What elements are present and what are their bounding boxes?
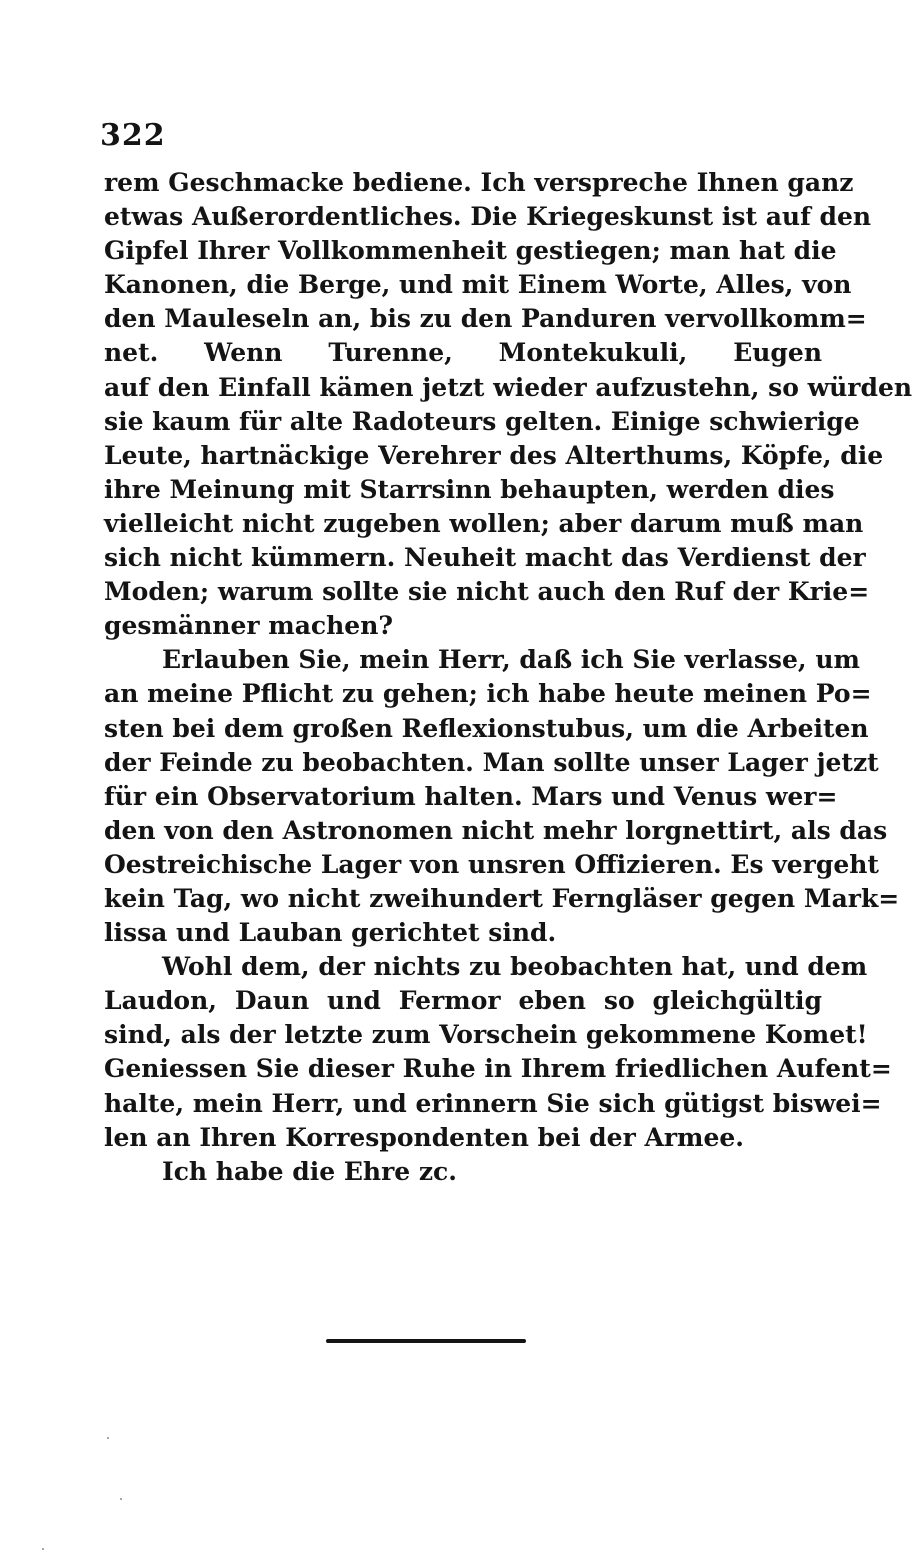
text-line: auf den Einfall kämen jetzt wieder aufzustehn, so würden — [104, 372, 912, 402]
text-line: halte, mein Herr, und erinnern Sie sich gütigst biswei= — [104, 1088, 882, 1118]
text-line: ihre Meinung mit Starrsinn behaupten, werden dies — [104, 474, 835, 504]
text-line: Laudon, Daun und Fermor eben so gleichgültig — [104, 986, 822, 1016]
text-line: Erlauben Sie, mein Herr, daß ich Sie verlasse, um — [162, 645, 860, 675]
closing-rule — [326, 1339, 526, 1343]
text-line: Geniessen Sie dieser Ruhe in Ihrem friedlichen Aufent= — [104, 1054, 892, 1084]
page-number: 322 — [100, 118, 166, 153]
text-line: der Feinde zu beobachten. Man sollte unser Lager jetzt — [104, 747, 879, 777]
text-line: Kanonen, die Berge, und mit Einem Worte, Alles, von — [104, 270, 852, 300]
text-line: Oestreichische Lager von unsren Offizieren. Es vergeht — [104, 849, 879, 879]
text-line: sich nicht kümmern. Neuheit macht das Verdienst der — [104, 543, 866, 573]
text-line: für ein Observatorium halten. Mars und Venus wer= — [104, 781, 838, 811]
body-text — [104, 166, 912, 1189]
text-line: sind, als der letzte zum Vorschein gekommene Komet! — [104, 1020, 868, 1050]
text-line: an meine Pflicht zu gehen; ich habe heute meinen Po= — [104, 679, 872, 709]
text-line: sten bei dem großen Reflexionstubus, um die Arbeiten — [104, 713, 869, 743]
text-line: vielleicht nicht zugeben wollen; aber darum muß man — [104, 508, 864, 538]
text-line: net. Wenn Turenne, Montekukuli, Eugen — [104, 338, 822, 368]
paper-speck — [42, 1548, 44, 1550]
text-line: lissa und Lauban gerichtet sind. — [104, 918, 557, 948]
text-line: Leute, hartnäckige Verehrer des Alterthums, Köpfe, die — [104, 440, 884, 470]
text-line: Ich habe die Ehre zc. — [162, 1156, 457, 1186]
paper-speck — [120, 1498, 122, 1500]
text-line: sie kaum für alte Radoteurs gelten. Einige schwierige — [104, 406, 860, 436]
text-line: rem Geschmacke bediene. Ich verspreche Ihnen ganz — [104, 168, 854, 197]
text-line: Wohl dem, der nichts zu beobachten hat, und dem — [162, 952, 868, 982]
text-line: gesmänner machen? — [104, 611, 394, 641]
paper-speck — [107, 1437, 109, 1439]
text-line: Moden; warum sollte sie nicht auch den Ruf der Krie= — [104, 577, 870, 607]
text-line: den Mauleseln an, bis zu den Panduren vervollkomm= — [104, 304, 867, 334]
text-line: etwas Außerordentliches. Die Kriegeskunst ist auf den — [104, 202, 872, 232]
text-line: den von den Astronomen nicht mehr lorgnettirt, als das — [104, 815, 888, 845]
text-line: kein Tag, wo nicht zweihundert Ferngläser gegen Mark= — [104, 883, 900, 913]
text-line: len an Ihren Korrespondenten bei der Armee. — [104, 1122, 744, 1152]
text-line: Gipfel Ihrer Vollkommenheit gestiegen; man hat die — [104, 236, 837, 266]
